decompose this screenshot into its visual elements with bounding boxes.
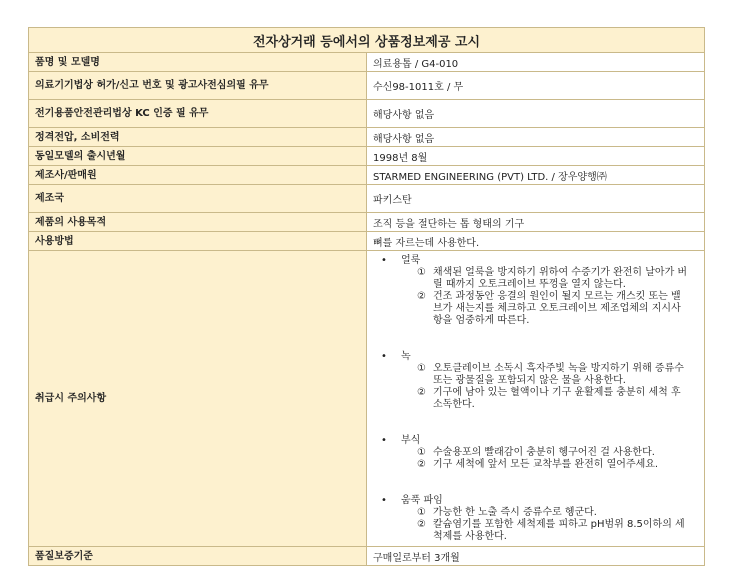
item-text: 기구에 남아 있는 혈액이나 기구 윤활제를 충분히 세척 후 소독한다.: [433, 387, 681, 410]
section-title: 움푹 파임: [401, 495, 443, 506]
bullet-icon: •: [381, 495, 387, 506]
table-row: [29, 166, 705, 185]
item-number: ①: [417, 363, 426, 374]
bullet-icon: •: [381, 351, 387, 362]
row-label: 의료기기법상 허가/신고 번호 및 광고사전심의필 유무: [29, 72, 367, 100]
item-text: 기구 세척에 앞서 모든 교착부를 완전히 열어주세요.: [433, 459, 659, 470]
table-row: [29, 128, 705, 147]
list-item: [373, 507, 698, 519]
precaution-section: [373, 435, 698, 447]
row-label: 동일모델의 출시년월: [29, 147, 367, 166]
list-item: [373, 447, 698, 459]
item-number: ①: [417, 267, 426, 278]
table-row: [29, 213, 705, 232]
row-label: 정격전압, 소비전력: [29, 128, 367, 147]
precaution-section: [373, 495, 698, 507]
row-label: 취급시 주의사항: [29, 251, 367, 547]
precautions-content: [367, 251, 705, 547]
precaution-section: [373, 351, 698, 363]
list-item: [373, 387, 698, 411]
row-label: 전기용품안전관리법상 KC 인증 필 유무: [29, 100, 367, 128]
item-number: ②: [417, 459, 426, 470]
item-number: ②: [417, 291, 426, 302]
item-number: ①: [417, 507, 426, 518]
list-item: [373, 363, 698, 387]
section-title: 녹: [401, 351, 411, 362]
item-text: 건조 과정동안 응결의 원인이 될지 모르는 개스킷 또는 밸브가 새는지를 체크하고 오토크레이브 제조업체의 지시사항을 엄중하게 따른다.: [433, 291, 681, 326]
row-label: 제조사/판매원: [29, 166, 367, 185]
item-number: ①: [417, 447, 426, 458]
table-row: [29, 547, 705, 566]
table-row-precautions: [29, 251, 705, 547]
row-label: 사용방법: [29, 232, 367, 251]
row-value: 의료용톱 / G4-010: [367, 53, 705, 72]
list-item: [373, 291, 698, 327]
product-info-table: [28, 27, 705, 566]
row-value: 조직 등을 절단하는 톱 형태의 기구: [367, 213, 705, 232]
table-row: [29, 53, 705, 72]
bullet-icon: •: [381, 435, 387, 446]
item-number: ②: [417, 519, 426, 530]
row-value: STARMED ENGINEERING (PVT) LTD. / 장우양행㈜: [367, 166, 705, 185]
row-value: 구매일로부터 3개월: [367, 547, 705, 566]
table-row: [29, 185, 705, 213]
section-title: 얼룩: [401, 255, 421, 266]
product-info-notice: [28, 27, 705, 566]
row-label: 제품의 사용목적: [29, 213, 367, 232]
list-item: [373, 519, 698, 543]
row-value: 파키스탄: [367, 185, 705, 213]
item-text: 수술용포의 빨래감이 충분히 헹구어진 걸 사용한다.: [433, 447, 655, 458]
list-item: [373, 267, 698, 291]
item-text: 칼슘염기를 포함한 세척제를 피하고 pH범위 8.5이하의 세척제를 사용한다.: [433, 519, 685, 542]
row-value: 뼈를 자르는데 사용한다.: [367, 232, 705, 251]
row-value: 해당사항 없음: [367, 128, 705, 147]
row-label: 품질보증기준: [29, 547, 367, 566]
item-number: ②: [417, 387, 426, 398]
row-value: 1998년 8월: [367, 147, 705, 166]
precaution-section: [373, 255, 698, 267]
table-row: [29, 147, 705, 166]
row-value: 수신98-1011호 / 무: [367, 72, 705, 100]
section-title: 부식: [401, 435, 421, 446]
row-value: 해당사항 없음: [367, 100, 705, 128]
row-label: 제조국: [29, 185, 367, 213]
table-row: [29, 72, 705, 100]
table-title: 전자상거래 등에서의 상품정보제공 고시: [29, 28, 705, 53]
bullet-icon: •: [381, 255, 387, 266]
item-text: 가능한 한 노출 즉시 증류수로 헹군다.: [433, 507, 597, 518]
table-row: [29, 100, 705, 128]
row-label: 품명 및 모델명: [29, 53, 367, 72]
item-text: 오토클레이브 소독시 흑자주빛 녹을 방지하기 위해 증류수 또는 광물질을 포함되지 않은 물을 사용한다.: [433, 363, 684, 386]
table-row: [29, 232, 705, 251]
item-text: 채색된 얼룩을 방지하기 위하여 수증기가 완전히 날아가 버릴 때까지 오토크레이브 뚜껑을 열지 않는다.: [433, 267, 688, 290]
list-item: [373, 459, 698, 471]
